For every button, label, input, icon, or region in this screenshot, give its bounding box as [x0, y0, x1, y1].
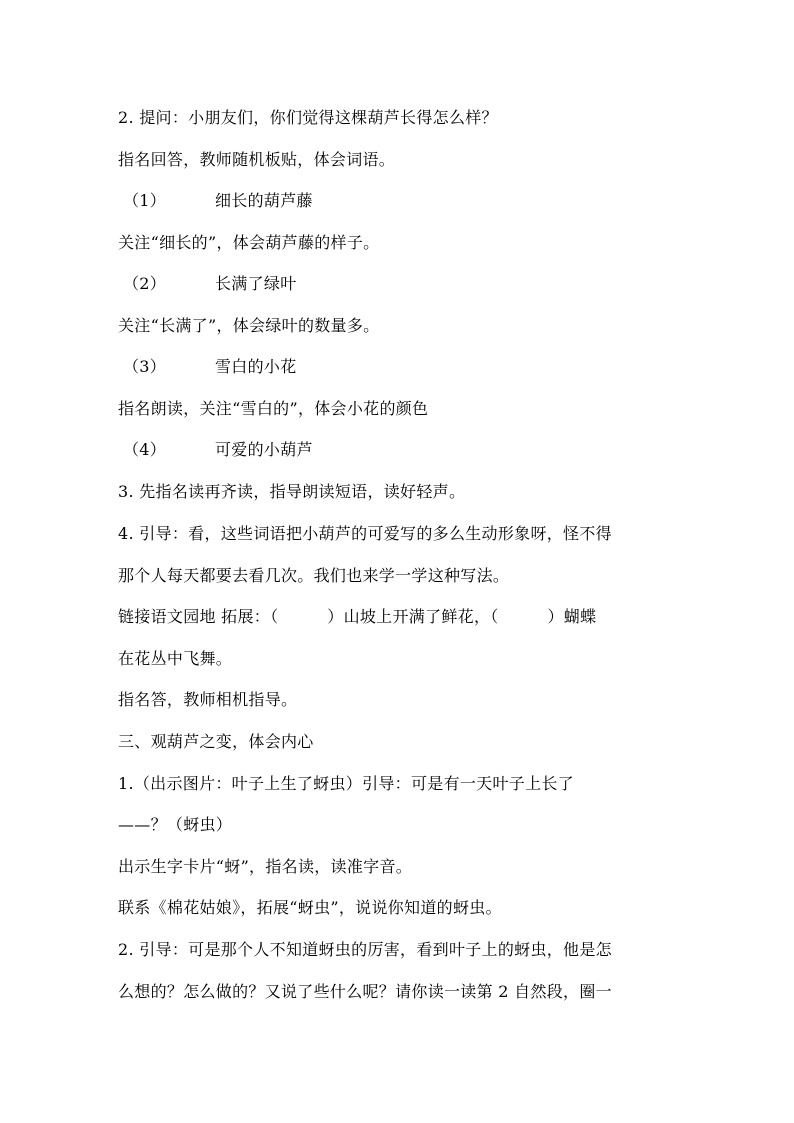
paragraph-step-3: 3. 先指名读再齐读，指导朗读短语，读好轻声。: [118, 482, 466, 501]
paragraph-section3-step2-line2: 么想的？怎么做的？又说了些什么呢？请你读一读第 2 自然段，圈一: [118, 982, 612, 1001]
phrase-item-2: [123, 274, 693, 294]
phrase-number: （1）: [123, 191, 167, 210]
paragraph-step-4-line2: 那个人每天都要去看几次。我们也来学一学这种写法。: [118, 566, 510, 585]
paragraph-section3-step2-line1: 2. 引导：可是那个人不知道蚜虫的厉害，看到叶子上的蚜虫，他是怎: [118, 940, 612, 959]
paragraph-connection: 联系《棉花姑娘》，拓展“蚜虫”，说说你知道的蚜虫。: [118, 898, 502, 917]
paragraph-section3-step1-line2: ——？（蚜虫）: [118, 815, 233, 834]
paragraph-guidance: 指名答，教师相机指导。: [118, 690, 298, 709]
paragraph-focus-1: 关注“细长的”，体会葫芦藤的样子。: [118, 233, 380, 252]
phrase-item-4: [123, 440, 693, 460]
phrase-number: （2）: [123, 274, 167, 293]
paragraph-focus-3: 指名朗读，关注“雪白的”，体会小花的颜色: [118, 399, 429, 418]
paragraph-extension-line1: 链接语文园地 拓展：（ ）山坡上开满了鲜花，（ ）蝴蝶: [118, 607, 597, 626]
paragraph-extension-line2: 在花丛中飞舞。: [118, 649, 233, 668]
phrase-text: 细长的葫芦藤: [215, 191, 313, 210]
phrase-text: 长满了绿叶: [215, 274, 297, 293]
phrase-text: 可爱的小葫芦: [215, 440, 313, 459]
phrase-text: 雪白的小花: [215, 357, 297, 376]
phrase-number: （4）: [123, 440, 167, 459]
paragraph-section3-step1-line1: 1.（出示图片：叶子上生了蚜虫）引导：可是有一天叶子上长了: [118, 774, 574, 793]
section-heading-3: 三、观葫芦之变，体会内心: [118, 732, 314, 751]
phrase-item-3: [123, 357, 693, 377]
phrase-number: （3）: [123, 357, 167, 376]
paragraph-question-2: 2. 提问：小朋友们，你们觉得这棵葫芦长得怎么样？: [118, 108, 498, 127]
phrase-item-1: [123, 191, 693, 211]
paragraph-focus-2: 关注“长满了”，体会绿叶的数量多。: [118, 316, 380, 335]
paragraph-step-4-line1: 4. 引导：看，这些词语把小葫芦的可爱写的多么生动形象呀，怪不得: [118, 524, 612, 543]
paragraph-answer-instruction: 指名回答，教师随机板贴，体会词语。: [118, 150, 396, 169]
paragraph-character-card: 出示生字卡片“蚜”，指名读，读准字音。: [118, 857, 413, 876]
